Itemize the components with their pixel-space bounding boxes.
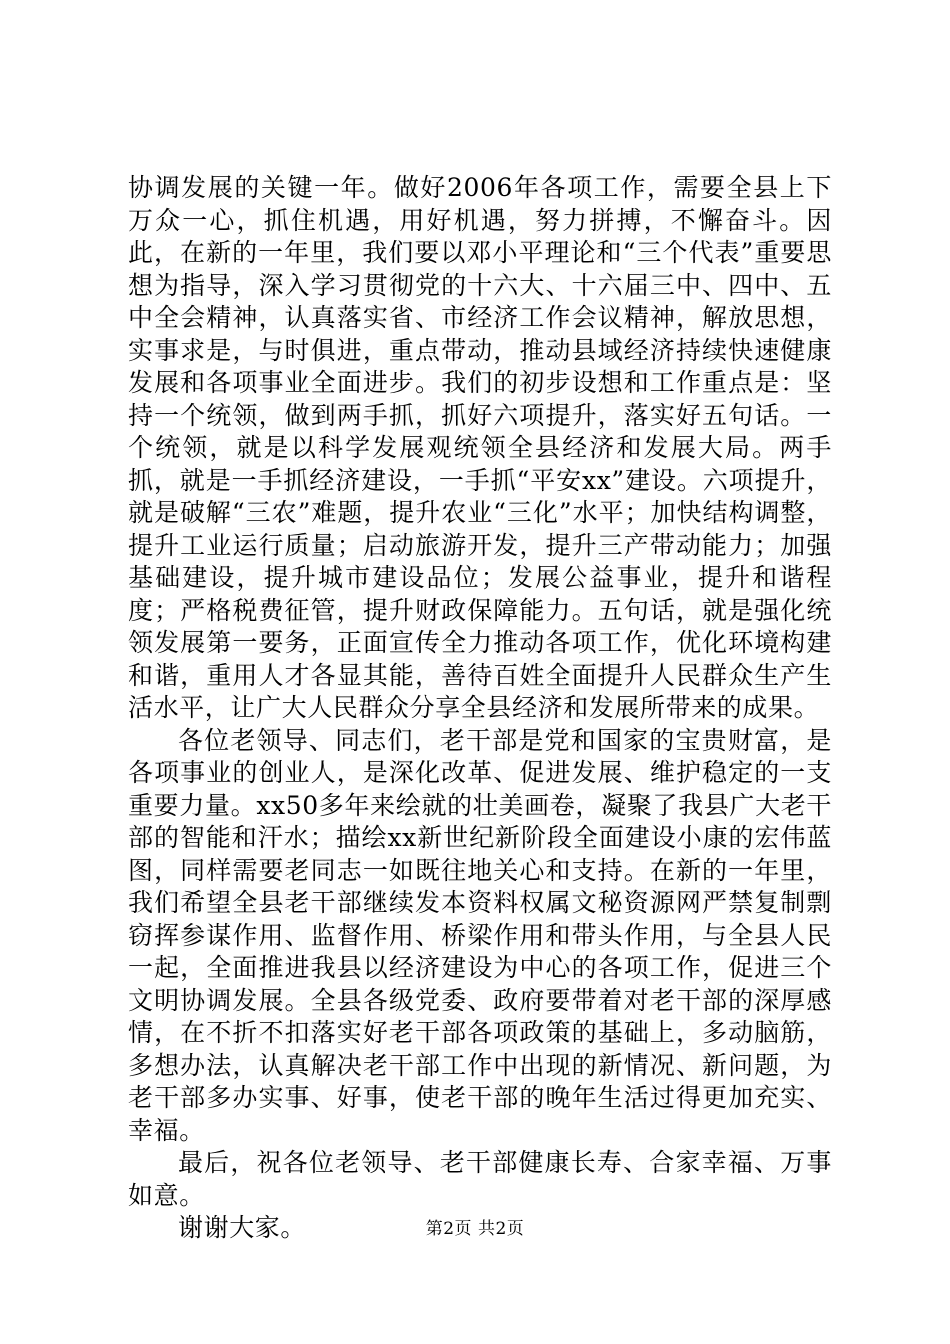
paragraph-veteran-cadres: 各位老领导、同志们，老干部是党和国家的宝贵财富，是各项事业的创业人，是深化改革、促进发展、维护稳定的一支重要力量。xx50多年来绘就的壮美画卷，凝聚了我县广大老干部的智能和汗水；描绘xx新世纪新阶段全面建设小康的宏伟蓝图，同样需要老同志一如既往地关心和支持。在新的一年里，我们希望全县老干部继续发本资料权属文秘资源网严禁复制剽窃挥参谋作用、监督作用、桥梁作用和带头作用，与全县人民一起，全面推进我县以经济建设为中心的各项工作，促进三个文明协调发展。全县各级党委、政府要带着对老干部的深厚感情，在不折不扣落实好老干部各项政策的基础上，多动脑筋，多想办法，认真解决老干部工作中出现的新情况、新问题，为老干部多办实事、好事，使老干部的晚年生活过得更加充实、幸福。 — [128, 725, 832, 1145]
document-body — [128, 172, 832, 1245]
paragraph-development-plan: 协调发展的关键一年。做好2006年各项工作，需要全县上下万众一心，抓住机遇，用好机遇，努力拼搏，不懈奋斗。因此，在新的一年里，我们要以邓小平理论和“三个代表”重要思想为指导，深入学习贯彻党的十六大、十六届三中、四中、五中全会精神，认真落实省、市经济工作会议精神，解放思想，实事求是，与时俱进，重点带动，推动县域经济持续快速健康发展和各项事业全面进步。我们的初步设想和工作重点是：坚持一个统领，做到两手抓，抓好六项提升，落实好五句话。一个统领，就是以科学发展观统领全县经济和发展大局。两手抓，就是一手抓经济建设，一手抓“平安xx”建设。六项提升，就是破解“三农”难题，提升农业“三化”水平；加快结构调整，提升工业运行质量；启动旅游开发，提升三产带动能力；加强基础建设，提升城市建设品位；发展公益事业，提升和谐程度；严格税费征管，提升财政保障能力。五句话，就是强化统领发展第一要务，正面宣传全力推动各项工作，优化环境构建和谐，重用人才各显其能，善待百姓全面提升人民群众生产生活水平，让广大人民群众分享全县经济和发展所带来的成果。 — [128, 173, 832, 722]
paragraph-closing-wishes: 最后，祝各位老领导、老干部健康长寿、合家幸福、万事如意。 — [128, 1148, 832, 1210]
paragraph-thanks: 谢谢大家。 — [178, 1213, 307, 1242]
page-footer: 第2页 共2页 — [425, 1219, 525, 1239]
